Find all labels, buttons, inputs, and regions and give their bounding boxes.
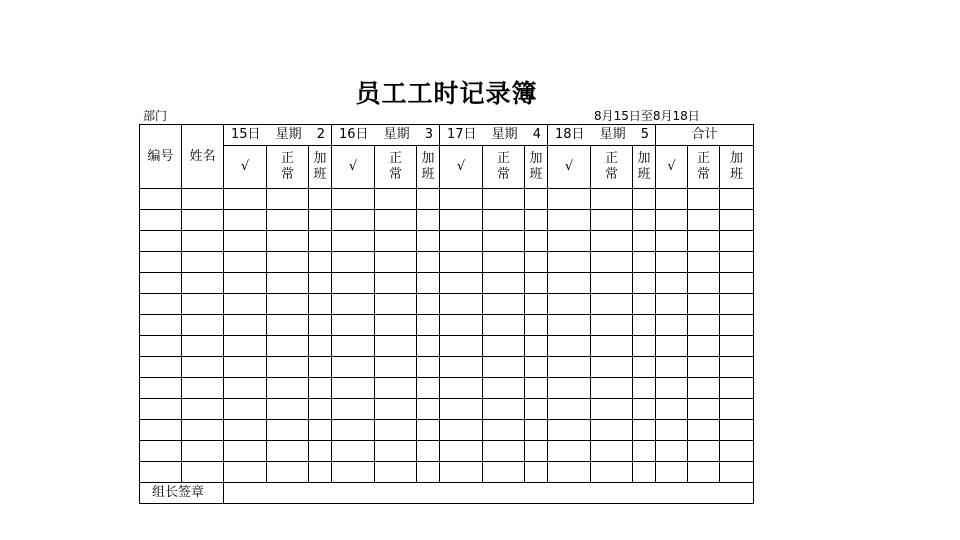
table-cell[interactable] xyxy=(224,210,267,231)
table-cell[interactable] xyxy=(140,462,182,483)
table-cell[interactable] xyxy=(267,441,309,462)
table-cell[interactable] xyxy=(483,399,525,420)
table-cell[interactable] xyxy=(182,399,224,420)
table-cell[interactable] xyxy=(182,378,224,399)
table-cell[interactable] xyxy=(182,357,224,378)
table-cell[interactable] xyxy=(224,231,267,252)
table-row xyxy=(140,420,754,441)
table-cell[interactable] xyxy=(440,378,483,399)
day-weekday-label: 星期 xyxy=(491,127,518,142)
table-cell[interactable] xyxy=(332,378,375,399)
subheader-check: √ xyxy=(224,146,267,189)
table-cell[interactable] xyxy=(440,441,483,462)
table-row xyxy=(140,399,754,420)
table-cell[interactable] xyxy=(440,252,483,273)
column-header-id: 编号 xyxy=(140,125,182,189)
header-row-subcolumns xyxy=(140,146,754,189)
table-cell[interactable] xyxy=(375,315,417,336)
table-cell[interactable] xyxy=(720,462,754,483)
table-cell[interactable] xyxy=(688,252,720,273)
table-cell[interactable] xyxy=(483,273,525,294)
day-header-0 xyxy=(224,125,332,146)
table-cell[interactable] xyxy=(483,420,525,441)
day-weekday-num: 5 xyxy=(640,127,649,142)
table-cell[interactable] xyxy=(633,210,656,231)
table-cell[interactable] xyxy=(140,315,182,336)
table-cell[interactable] xyxy=(633,420,656,441)
table-cell[interactable] xyxy=(182,273,224,294)
table-cell[interactable] xyxy=(417,210,440,231)
table-cell[interactable] xyxy=(267,294,309,315)
table-cell[interactable] xyxy=(224,399,267,420)
day-header-2 xyxy=(440,125,548,146)
table-cell[interactable] xyxy=(591,273,633,294)
table-cell[interactable] xyxy=(417,252,440,273)
table-cell[interactable] xyxy=(140,357,182,378)
subheader-check: √ xyxy=(332,146,375,189)
subheader-normal: 正 常 xyxy=(483,146,525,189)
table-cell[interactable] xyxy=(140,336,182,357)
day-date: 18日 xyxy=(555,127,585,142)
table-cell[interactable] xyxy=(483,336,525,357)
table-cell[interactable] xyxy=(140,441,182,462)
table-cell[interactable] xyxy=(417,378,440,399)
table-row xyxy=(140,210,754,231)
table-cell[interactable] xyxy=(525,462,548,483)
table-cell[interactable] xyxy=(591,252,633,273)
table-cell[interactable] xyxy=(182,252,224,273)
table-cell[interactable] xyxy=(140,399,182,420)
table-cell[interactable] xyxy=(267,273,309,294)
table-cell[interactable] xyxy=(417,336,440,357)
table-cell[interactable] xyxy=(267,252,309,273)
table-cell[interactable] xyxy=(656,294,688,315)
table-cell[interactable] xyxy=(224,252,267,273)
day-weekday-num: 3 xyxy=(424,127,433,142)
table-row xyxy=(140,294,754,315)
table-cell[interactable] xyxy=(309,294,332,315)
table-cell[interactable] xyxy=(224,378,267,399)
table-cell[interactable] xyxy=(332,252,375,273)
table-cell[interactable] xyxy=(267,357,309,378)
table-cell[interactable] xyxy=(633,378,656,399)
subheader-normal: 正 常 xyxy=(591,146,633,189)
table-row xyxy=(140,315,754,336)
table-cell[interactable] xyxy=(483,462,525,483)
subheader-check: √ xyxy=(548,146,591,189)
table-cell[interactable] xyxy=(332,336,375,357)
table-cell[interactable] xyxy=(688,189,720,210)
table-cell[interactable] xyxy=(656,462,688,483)
table-cell[interactable] xyxy=(525,273,548,294)
table-cell[interactable] xyxy=(548,441,591,462)
table-cell[interactable] xyxy=(688,357,720,378)
table-row xyxy=(140,231,754,252)
subheader-normal: 正 常 xyxy=(375,146,417,189)
table-cell[interactable] xyxy=(525,357,548,378)
table-cell[interactable] xyxy=(483,441,525,462)
table-cell[interactable] xyxy=(483,189,525,210)
table-cell[interactable] xyxy=(483,231,525,252)
table-cell[interactable] xyxy=(525,315,548,336)
day-date: 15日 xyxy=(231,127,261,142)
table-row xyxy=(140,378,754,399)
day-weekday-label: 星期 xyxy=(599,127,626,142)
table-cell[interactable] xyxy=(591,357,633,378)
table-row xyxy=(140,336,754,357)
table-cell[interactable] xyxy=(483,252,525,273)
table-cell[interactable] xyxy=(688,231,720,252)
table-cell[interactable] xyxy=(720,336,754,357)
table-cell[interactable] xyxy=(483,294,525,315)
table-cell[interactable] xyxy=(140,252,182,273)
table-cell[interactable] xyxy=(417,357,440,378)
subheader-overtime: 加 班 xyxy=(720,146,754,189)
table-cell[interactable] xyxy=(182,231,224,252)
day-weekday-label: 星期 xyxy=(275,127,302,142)
table-cell[interactable] xyxy=(309,273,332,294)
table-cell[interactable] xyxy=(525,399,548,420)
table-cell[interactable] xyxy=(140,420,182,441)
table-cell[interactable] xyxy=(688,399,720,420)
table-cell[interactable] xyxy=(548,462,591,483)
table-cell[interactable] xyxy=(548,252,591,273)
table-cell[interactable] xyxy=(332,210,375,231)
table-row xyxy=(140,462,754,483)
table-cell[interactable] xyxy=(548,336,591,357)
table-cell[interactable] xyxy=(591,231,633,252)
day-date: 17日 xyxy=(447,127,477,142)
table-cell[interactable] xyxy=(633,252,656,273)
table-cell[interactable] xyxy=(591,315,633,336)
table-cell[interactable] xyxy=(140,294,182,315)
table-cell[interactable] xyxy=(591,441,633,462)
table-cell[interactable] xyxy=(267,336,309,357)
table-cell[interactable] xyxy=(720,357,754,378)
table-cell[interactable] xyxy=(720,399,754,420)
table-cell[interactable] xyxy=(332,399,375,420)
table-cell[interactable] xyxy=(224,357,267,378)
table-cell[interactable] xyxy=(332,273,375,294)
table-cell[interactable] xyxy=(332,189,375,210)
table-cell[interactable] xyxy=(656,189,688,210)
table-cell[interactable] xyxy=(309,336,332,357)
table-cell[interactable] xyxy=(525,420,548,441)
table-cell[interactable] xyxy=(182,462,224,483)
table-row xyxy=(140,273,754,294)
table-cell[interactable] xyxy=(267,231,309,252)
table-cell[interactable] xyxy=(440,420,483,441)
subheader-overtime: 加 班 xyxy=(309,146,332,189)
table-cell[interactable] xyxy=(633,189,656,210)
table-cell[interactable] xyxy=(633,357,656,378)
table-cell[interactable] xyxy=(182,189,224,210)
table-cell[interactable] xyxy=(440,399,483,420)
table-cell[interactable] xyxy=(440,210,483,231)
table-cell[interactable] xyxy=(417,231,440,252)
table-cell[interactable] xyxy=(375,231,417,252)
table-cell[interactable] xyxy=(309,378,332,399)
subheader-check: √ xyxy=(440,146,483,189)
subheader-normal: 正 常 xyxy=(267,146,309,189)
header-row-days xyxy=(140,125,754,146)
table-cell[interactable] xyxy=(224,420,267,441)
table-cell[interactable] xyxy=(720,420,754,441)
subheader-check: √ xyxy=(656,146,688,189)
table-cell[interactable] xyxy=(440,231,483,252)
table-cell[interactable] xyxy=(656,357,688,378)
table-cell[interactable] xyxy=(375,462,417,483)
table-cell[interactable] xyxy=(440,357,483,378)
signature-field[interactable] xyxy=(224,483,754,504)
table-cell[interactable] xyxy=(656,252,688,273)
table-cell[interactable] xyxy=(375,441,417,462)
day-weekday-label: 星期 xyxy=(383,127,410,142)
table-cell[interactable] xyxy=(548,378,591,399)
table-cell[interactable] xyxy=(525,210,548,231)
table-cell[interactable] xyxy=(440,294,483,315)
table-cell[interactable] xyxy=(656,420,688,441)
table-cell[interactable] xyxy=(591,462,633,483)
table-cell[interactable] xyxy=(656,210,688,231)
table-cell[interactable] xyxy=(224,315,267,336)
table-cell[interactable] xyxy=(417,441,440,462)
table-cell[interactable] xyxy=(591,420,633,441)
table-cell[interactable] xyxy=(633,441,656,462)
table-cell[interactable] xyxy=(656,399,688,420)
table-cell[interactable] xyxy=(332,231,375,252)
table-cell[interactable] xyxy=(182,315,224,336)
table-row xyxy=(140,189,754,210)
table-cell[interactable] xyxy=(224,462,267,483)
table-cell[interactable] xyxy=(182,441,224,462)
table-cell[interactable] xyxy=(267,399,309,420)
table-cell[interactable] xyxy=(182,210,224,231)
table-cell[interactable] xyxy=(483,378,525,399)
table-cell[interactable] xyxy=(688,294,720,315)
table-cell[interactable] xyxy=(591,189,633,210)
table-row xyxy=(140,441,754,462)
table-cell[interactable] xyxy=(440,189,483,210)
table-cell[interactable] xyxy=(548,273,591,294)
table-cell[interactable] xyxy=(633,315,656,336)
table-cell[interactable] xyxy=(375,357,417,378)
table-cell[interactable] xyxy=(525,231,548,252)
table-cell[interactable] xyxy=(548,315,591,336)
table-cell[interactable] xyxy=(688,336,720,357)
table-cell[interactable] xyxy=(375,420,417,441)
table-row xyxy=(140,252,754,273)
table-cell[interactable] xyxy=(656,336,688,357)
table-cell[interactable] xyxy=(656,378,688,399)
table-cell[interactable] xyxy=(688,315,720,336)
table-cell[interactable] xyxy=(267,378,309,399)
timesheet-table xyxy=(139,124,754,504)
table-cell[interactable] xyxy=(720,441,754,462)
table-cell[interactable] xyxy=(440,273,483,294)
table-cell[interactable] xyxy=(548,399,591,420)
table-cell[interactable] xyxy=(224,294,267,315)
table-cell[interactable] xyxy=(548,420,591,441)
table-cell[interactable] xyxy=(548,189,591,210)
table-cell[interactable] xyxy=(182,420,224,441)
table-cell[interactable] xyxy=(182,336,224,357)
table-cell[interactable] xyxy=(375,399,417,420)
table-cell[interactable] xyxy=(720,210,754,231)
day-date: 16日 xyxy=(339,127,369,142)
table-cell[interactable] xyxy=(224,273,267,294)
table-cell[interactable] xyxy=(483,210,525,231)
day-weekday-num: 4 xyxy=(532,127,541,142)
day-header-1 xyxy=(332,125,440,146)
table-cell[interactable] xyxy=(309,252,332,273)
subheader-overtime: 加 班 xyxy=(417,146,440,189)
table-cell[interactable] xyxy=(688,378,720,399)
table-cell[interactable] xyxy=(417,189,440,210)
total-header: 合计 xyxy=(656,125,754,146)
table-cell[interactable] xyxy=(417,294,440,315)
table-cell[interactable] xyxy=(332,441,375,462)
table-cell[interactable] xyxy=(548,231,591,252)
table-cell[interactable] xyxy=(140,189,182,210)
table-cell[interactable] xyxy=(182,294,224,315)
table-cell[interactable] xyxy=(633,231,656,252)
table-cell[interactable] xyxy=(440,462,483,483)
subheader-overtime: 加 班 xyxy=(525,146,548,189)
table-cell[interactable] xyxy=(267,315,309,336)
table-cell[interactable] xyxy=(688,420,720,441)
table-cell[interactable] xyxy=(720,189,754,210)
table-cell[interactable] xyxy=(548,210,591,231)
table-cell[interactable] xyxy=(332,315,375,336)
signature-row xyxy=(140,483,754,504)
table-cell[interactable] xyxy=(688,462,720,483)
table-row xyxy=(140,357,754,378)
table-cell[interactable] xyxy=(591,399,633,420)
table-cell[interactable] xyxy=(525,336,548,357)
table-cell[interactable] xyxy=(688,273,720,294)
table-cell[interactable] xyxy=(591,378,633,399)
subheader-overtime: 加 班 xyxy=(633,146,656,189)
table-cell[interactable] xyxy=(548,294,591,315)
table-cell[interactable] xyxy=(309,189,332,210)
table-cell[interactable] xyxy=(309,210,332,231)
table-cell[interactable] xyxy=(140,210,182,231)
table-cell[interactable] xyxy=(140,378,182,399)
table-cell[interactable] xyxy=(656,231,688,252)
table-cell[interactable] xyxy=(525,294,548,315)
table-cell[interactable] xyxy=(483,357,525,378)
table-cell[interactable] xyxy=(309,420,332,441)
table-cell[interactable] xyxy=(720,315,754,336)
table-cell[interactable] xyxy=(309,441,332,462)
table-cell[interactable] xyxy=(267,210,309,231)
table-cell[interactable] xyxy=(720,273,754,294)
table-cell[interactable] xyxy=(633,399,656,420)
table-cell[interactable] xyxy=(375,294,417,315)
table-cell[interactable] xyxy=(483,315,525,336)
table-cell[interactable] xyxy=(417,420,440,441)
table-cell[interactable] xyxy=(375,336,417,357)
table-cell[interactable] xyxy=(375,210,417,231)
table-cell[interactable] xyxy=(633,462,656,483)
table-cell[interactable] xyxy=(309,462,332,483)
table-cell[interactable] xyxy=(332,294,375,315)
date-range: 8月15日至8月18日 xyxy=(594,109,700,123)
table-cell[interactable] xyxy=(417,462,440,483)
table-cell[interactable] xyxy=(417,315,440,336)
table-cell[interactable] xyxy=(224,336,267,357)
table-cell[interactable] xyxy=(375,252,417,273)
table-cell[interactable] xyxy=(140,273,182,294)
table-cell[interactable] xyxy=(440,336,483,357)
table-cell[interactable] xyxy=(440,315,483,336)
table-cell[interactable] xyxy=(267,420,309,441)
table-cell[interactable] xyxy=(633,336,656,357)
table-cell[interactable] xyxy=(332,462,375,483)
table-cell[interactable] xyxy=(309,231,332,252)
table-cell[interactable] xyxy=(633,294,656,315)
table-cell[interactable] xyxy=(591,294,633,315)
table-cell[interactable] xyxy=(591,210,633,231)
page-title: 员工工时记录簿 xyxy=(355,79,538,108)
table-cell[interactable] xyxy=(591,336,633,357)
table-cell[interactable] xyxy=(375,273,417,294)
table-cell[interactable] xyxy=(656,273,688,294)
table-cell[interactable] xyxy=(525,378,548,399)
table-cell[interactable] xyxy=(720,294,754,315)
table-cell[interactable] xyxy=(656,441,688,462)
table-cell[interactable] xyxy=(332,420,375,441)
table-cell[interactable] xyxy=(224,441,267,462)
table-cell[interactable] xyxy=(309,315,332,336)
table-cell[interactable] xyxy=(525,252,548,273)
table-cell[interactable] xyxy=(309,357,332,378)
department-label: 部门 xyxy=(143,109,168,123)
table-cell[interactable] xyxy=(720,252,754,273)
table-cell[interactable] xyxy=(140,231,182,252)
table-cell[interactable] xyxy=(688,441,720,462)
table-cell[interactable] xyxy=(224,189,267,210)
table-cell[interactable] xyxy=(417,273,440,294)
table-cell[interactable] xyxy=(548,357,591,378)
day-header-3 xyxy=(548,125,656,146)
table-cell[interactable] xyxy=(688,210,720,231)
day-weekday-num: 2 xyxy=(316,127,325,142)
table-cell[interactable] xyxy=(267,189,309,210)
table-cell[interactable] xyxy=(525,189,548,210)
table-cell[interactable] xyxy=(525,441,548,462)
column-header-name: 姓名 xyxy=(182,125,224,189)
subheader-normal: 正 常 xyxy=(688,146,720,189)
table-cell[interactable] xyxy=(332,357,375,378)
table-cell[interactable] xyxy=(656,315,688,336)
table-cell[interactable] xyxy=(267,462,309,483)
table-cell[interactable] xyxy=(375,378,417,399)
table-cell[interactable] xyxy=(720,378,754,399)
table-cell[interactable] xyxy=(309,399,332,420)
table-cell[interactable] xyxy=(720,231,754,252)
table-cell[interactable] xyxy=(375,189,417,210)
table-cell[interactable] xyxy=(633,273,656,294)
signature-label: 组长签章 xyxy=(140,483,224,504)
table-cell[interactable] xyxy=(417,399,440,420)
